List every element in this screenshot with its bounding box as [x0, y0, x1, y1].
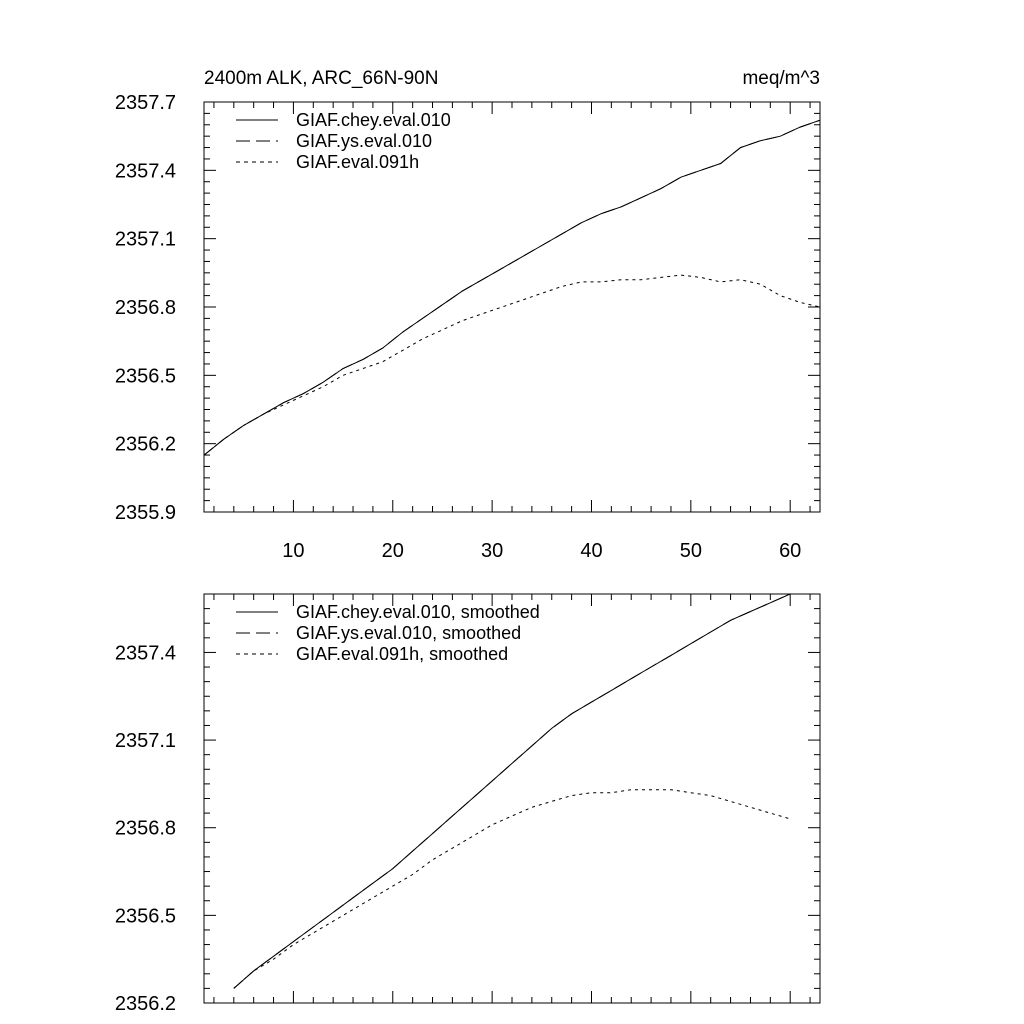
legend-label-1: GIAF.chey.eval.010: [296, 110, 451, 130]
y-tick-label: 2357.1: [114, 730, 176, 753]
x-tick-label: 50: [679, 540, 702, 562]
y-tick-label: 2356.2: [114, 993, 176, 1015]
legend-label-2: GIAF.ys.eval.010: [296, 131, 433, 151]
y-tick-label: 2355.9: [114, 502, 176, 524]
y-tick-label: 2356.8: [114, 297, 176, 319]
x-tick-label: 60: [779, 540, 802, 562]
chart-title: 2400m ALK, ARC_66N-90N: [204, 68, 439, 89]
x-tick-label: 30: [481, 540, 504, 562]
y-tick-label: 2357.7: [114, 92, 176, 114]
x-tick-label: 10: [282, 540, 305, 562]
units-label: meq/m^3: [742, 68, 820, 89]
y-tick-label: 2357.4: [114, 160, 176, 183]
y-tick-label: 2356.8: [114, 817, 176, 840]
y-tick-label: 2356.5: [114, 905, 176, 928]
legend-label-1: GIAF.chey.eval.010, smoothed: [296, 602, 540, 622]
y-tick-label: 2357.4: [114, 642, 176, 665]
legend-label-3: GIAF.eval.091h: [296, 152, 420, 172]
legend-label-2: GIAF.ys.eval.010, smoothed: [296, 623, 522, 643]
legend-label-3: GIAF.eval.091h, smoothed: [296, 644, 509, 664]
y-tick-label: 2356.5: [114, 365, 176, 388]
y-tick-label: 2356.2: [114, 433, 176, 456]
x-tick-label: 20: [381, 540, 404, 562]
y-tick-label: 2357.1: [114, 228, 176, 251]
x-tick-label: 40: [580, 540, 603, 562]
